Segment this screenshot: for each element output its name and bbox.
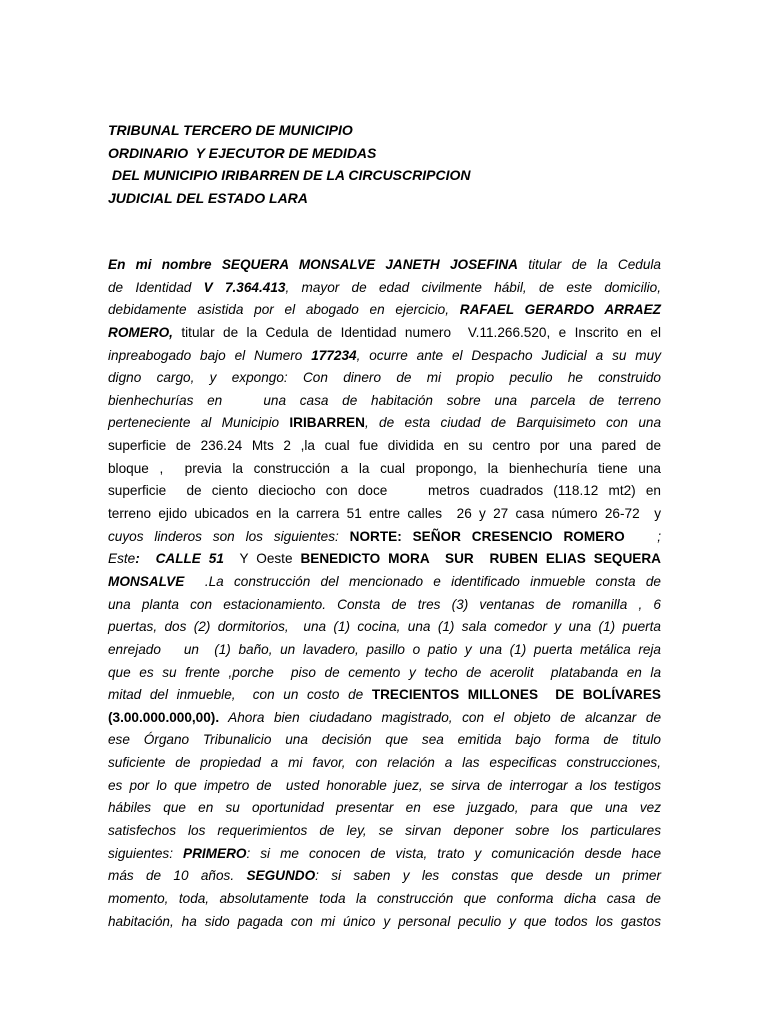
body-text-run: bloque , previa la construcción a la cual propongo, la bienhechuría tiene una — [108, 460, 661, 476]
body-text-run: suficiente de propiedad a mi favor, con relación a las especificas construcciones, — [108, 755, 661, 771]
body-bold-text: V 7.364.413 — [203, 279, 286, 295]
heading-line-2: ORDINARIO Y EJECUTOR DE MEDIDAS — [108, 144, 377, 161]
body-line — [108, 775, 661, 798]
body-text-run: , de esta ciudad de Barquisimeto con una — [364, 415, 662, 431]
body-line — [108, 458, 661, 481]
body-line — [108, 322, 661, 345]
body-text-run: ; — [624, 528, 661, 544]
body-text-run: debidamente asistida por el abogado en ejercicio, — [108, 302, 460, 318]
body-bold-text: MONSALVE — [108, 573, 185, 589]
body-bold-text: PRIMERO — [183, 845, 247, 861]
body-line — [108, 299, 661, 322]
body-text-run: superficie de ciento dieciocho con doce metros cuadrados (118.12 mt2) en — [108, 483, 661, 499]
body-text-run: satisfechos los requerimientos de ley, se sirvan deponer sobre los particulares — [108, 823, 661, 839]
body-line — [108, 571, 661, 594]
body-text-run: : si saben y les constas que desde un primer — [315, 868, 661, 884]
body-text-run: digno cargo, y expongo: Con dinero de mi propio peculio he construido — [108, 370, 661, 386]
body-text-run: perteneciente al Municipio — [108, 415, 290, 431]
body-text-run: bienhechurías en una casa de habitación sobre una parcela de terreno — [108, 392, 661, 408]
body-line — [108, 254, 661, 277]
body-text-run: titular de la Cedula — [517, 257, 661, 272]
body-line — [108, 503, 661, 526]
body-text-run: , ocurre ante el Despacho Judicial a su muy — [356, 347, 661, 363]
body-text-run: superficie de 236.24 Mts 2 ,la cual fue dividida en su centro por una pared de — [108, 438, 661, 454]
body-bold-text: (3.00.000.000,00). — [108, 709, 220, 725]
body-bold-text: SEGUNDO — [246, 868, 316, 884]
body-text-run: , mayor de edad civilmente hábil, de este domicilio, — [285, 279, 662, 295]
body-text-run: hábiles que en su oportunidad presentar en ese juzgado, para que una vez — [108, 800, 661, 816]
heading-line-3: DEL MUNICIPIO IRIBARREN DE LA CIRCUSCRIPCION — [108, 167, 471, 184]
body-text-run: mitad del inmueble, con un costo de — [108, 687, 372, 703]
heading-line-4: JUDICIAL DEL ESTADO LARA — [108, 189, 308, 206]
body-line — [108, 888, 661, 911]
body-line — [108, 797, 661, 820]
body-text-run: puertas, dos (2) dormitorios, una (1) cocina, una (1) sala comedor y una (1) puerta — [108, 619, 661, 635]
body-line — [108, 548, 661, 571]
body-bold-text: NORTE: SEÑOR CRESENCIO ROMERO — [349, 528, 625, 544]
body-text-run: habitación, ha sido pagada con mi único y personal peculio y que todos los gastos — [108, 913, 661, 929]
body-line — [108, 412, 661, 435]
body-text-run: Este — [108, 551, 136, 567]
body-text-run: de Identidad — [108, 279, 204, 295]
body-text-run: enrejado un (1) baño, un lavadero, pasillo o patio y una (1) puerta metálica reja — [108, 641, 661, 657]
body-text-run: Ahora bien ciudadano magistrado, con el objeto de alcanzar de — [219, 709, 661, 725]
body-text-run: más de 10 años. — [108, 868, 247, 884]
body-text-run: cuyos linderos son los siguientes: — [108, 528, 350, 544]
court-heading — [108, 119, 668, 209]
body-text-run: inpreabogado bajo el Numero — [108, 347, 312, 363]
body-line — [108, 616, 661, 639]
body-line — [108, 820, 661, 843]
body-text-run: : si me conocen de vista, trato y comunicación desde hace — [246, 845, 662, 861]
body-text-run: titular de la Cedula de Identidad numero V.11.266.520, e Inscrito en el — [172, 324, 661, 340]
body-line — [108, 345, 661, 368]
body-line — [108, 277, 661, 300]
body-text-run: .La construcción del mencionado e identificado inmueble consta de — [184, 573, 661, 589]
body-line — [108, 390, 661, 413]
body-line — [108, 435, 661, 458]
body-text-run: Y Oeste — [223, 551, 301, 567]
body-bold-text: ROMERO, — [108, 324, 173, 340]
body-line — [108, 480, 661, 503]
body-bold-text: En mi nombre — [108, 257, 222, 272]
body-bold-text: BENEDICTO MORA SUR RUBEN ELIAS SEQUERA — [300, 551, 661, 567]
body-text-run: ese Órgano Tribunalicio una decisión que sea emitida bajo forma de titulo — [108, 732, 661, 748]
body-bold-text: SEQUERA MONSALVE JANETH JOSEFINA — [221, 257, 518, 272]
body-line — [108, 843, 661, 866]
body-line — [108, 729, 661, 752]
body-text-run: una planta con estacionamiento. Consta de tres (3) ventanas de romanilla , 6 — [108, 596, 661, 612]
body-line — [108, 662, 661, 685]
body-bold-text: IRIBARREN — [289, 415, 365, 431]
body-line — [108, 707, 661, 730]
body-bold-text: : CALLE 51 — [135, 551, 224, 567]
petition-body — [108, 254, 661, 933]
body-text-run: momento, toda, absolutamente toda la construcción que conforma dicha casa de — [108, 890, 661, 906]
body-line — [108, 865, 661, 888]
body-line — [108, 639, 661, 662]
body-text-run: terreno ejido ubicados en la carrera 51 entre calles 26 y 27 casa número 26-72 y — [108, 506, 661, 522]
heading-line-1: TRIBUNAL TERCERO DE MUNICIPIO — [108, 122, 353, 138]
body-bold-text: TRECIENTOS MILLONES DE BOLÍVARES — [371, 687, 662, 703]
body-line — [108, 367, 661, 390]
body-bold-text: 177234 — [311, 347, 357, 363]
body-line — [108, 911, 661, 934]
body-line — [108, 752, 661, 775]
body-text-run: es por lo que impetro de usted honorable juez, se sirva de interrogar a los testigos — [108, 777, 661, 793]
body-bold-text: RAFAEL GERARDO ARRAEZ — [459, 302, 661, 318]
body-text-run: siguientes: — [108, 845, 184, 861]
body-line — [108, 526, 661, 549]
body-text-run: que es su frente ,porche piso de cemento y techo de acerolit platabanda en la — [108, 664, 661, 680]
body-line — [108, 684, 661, 707]
body-line — [108, 594, 661, 617]
